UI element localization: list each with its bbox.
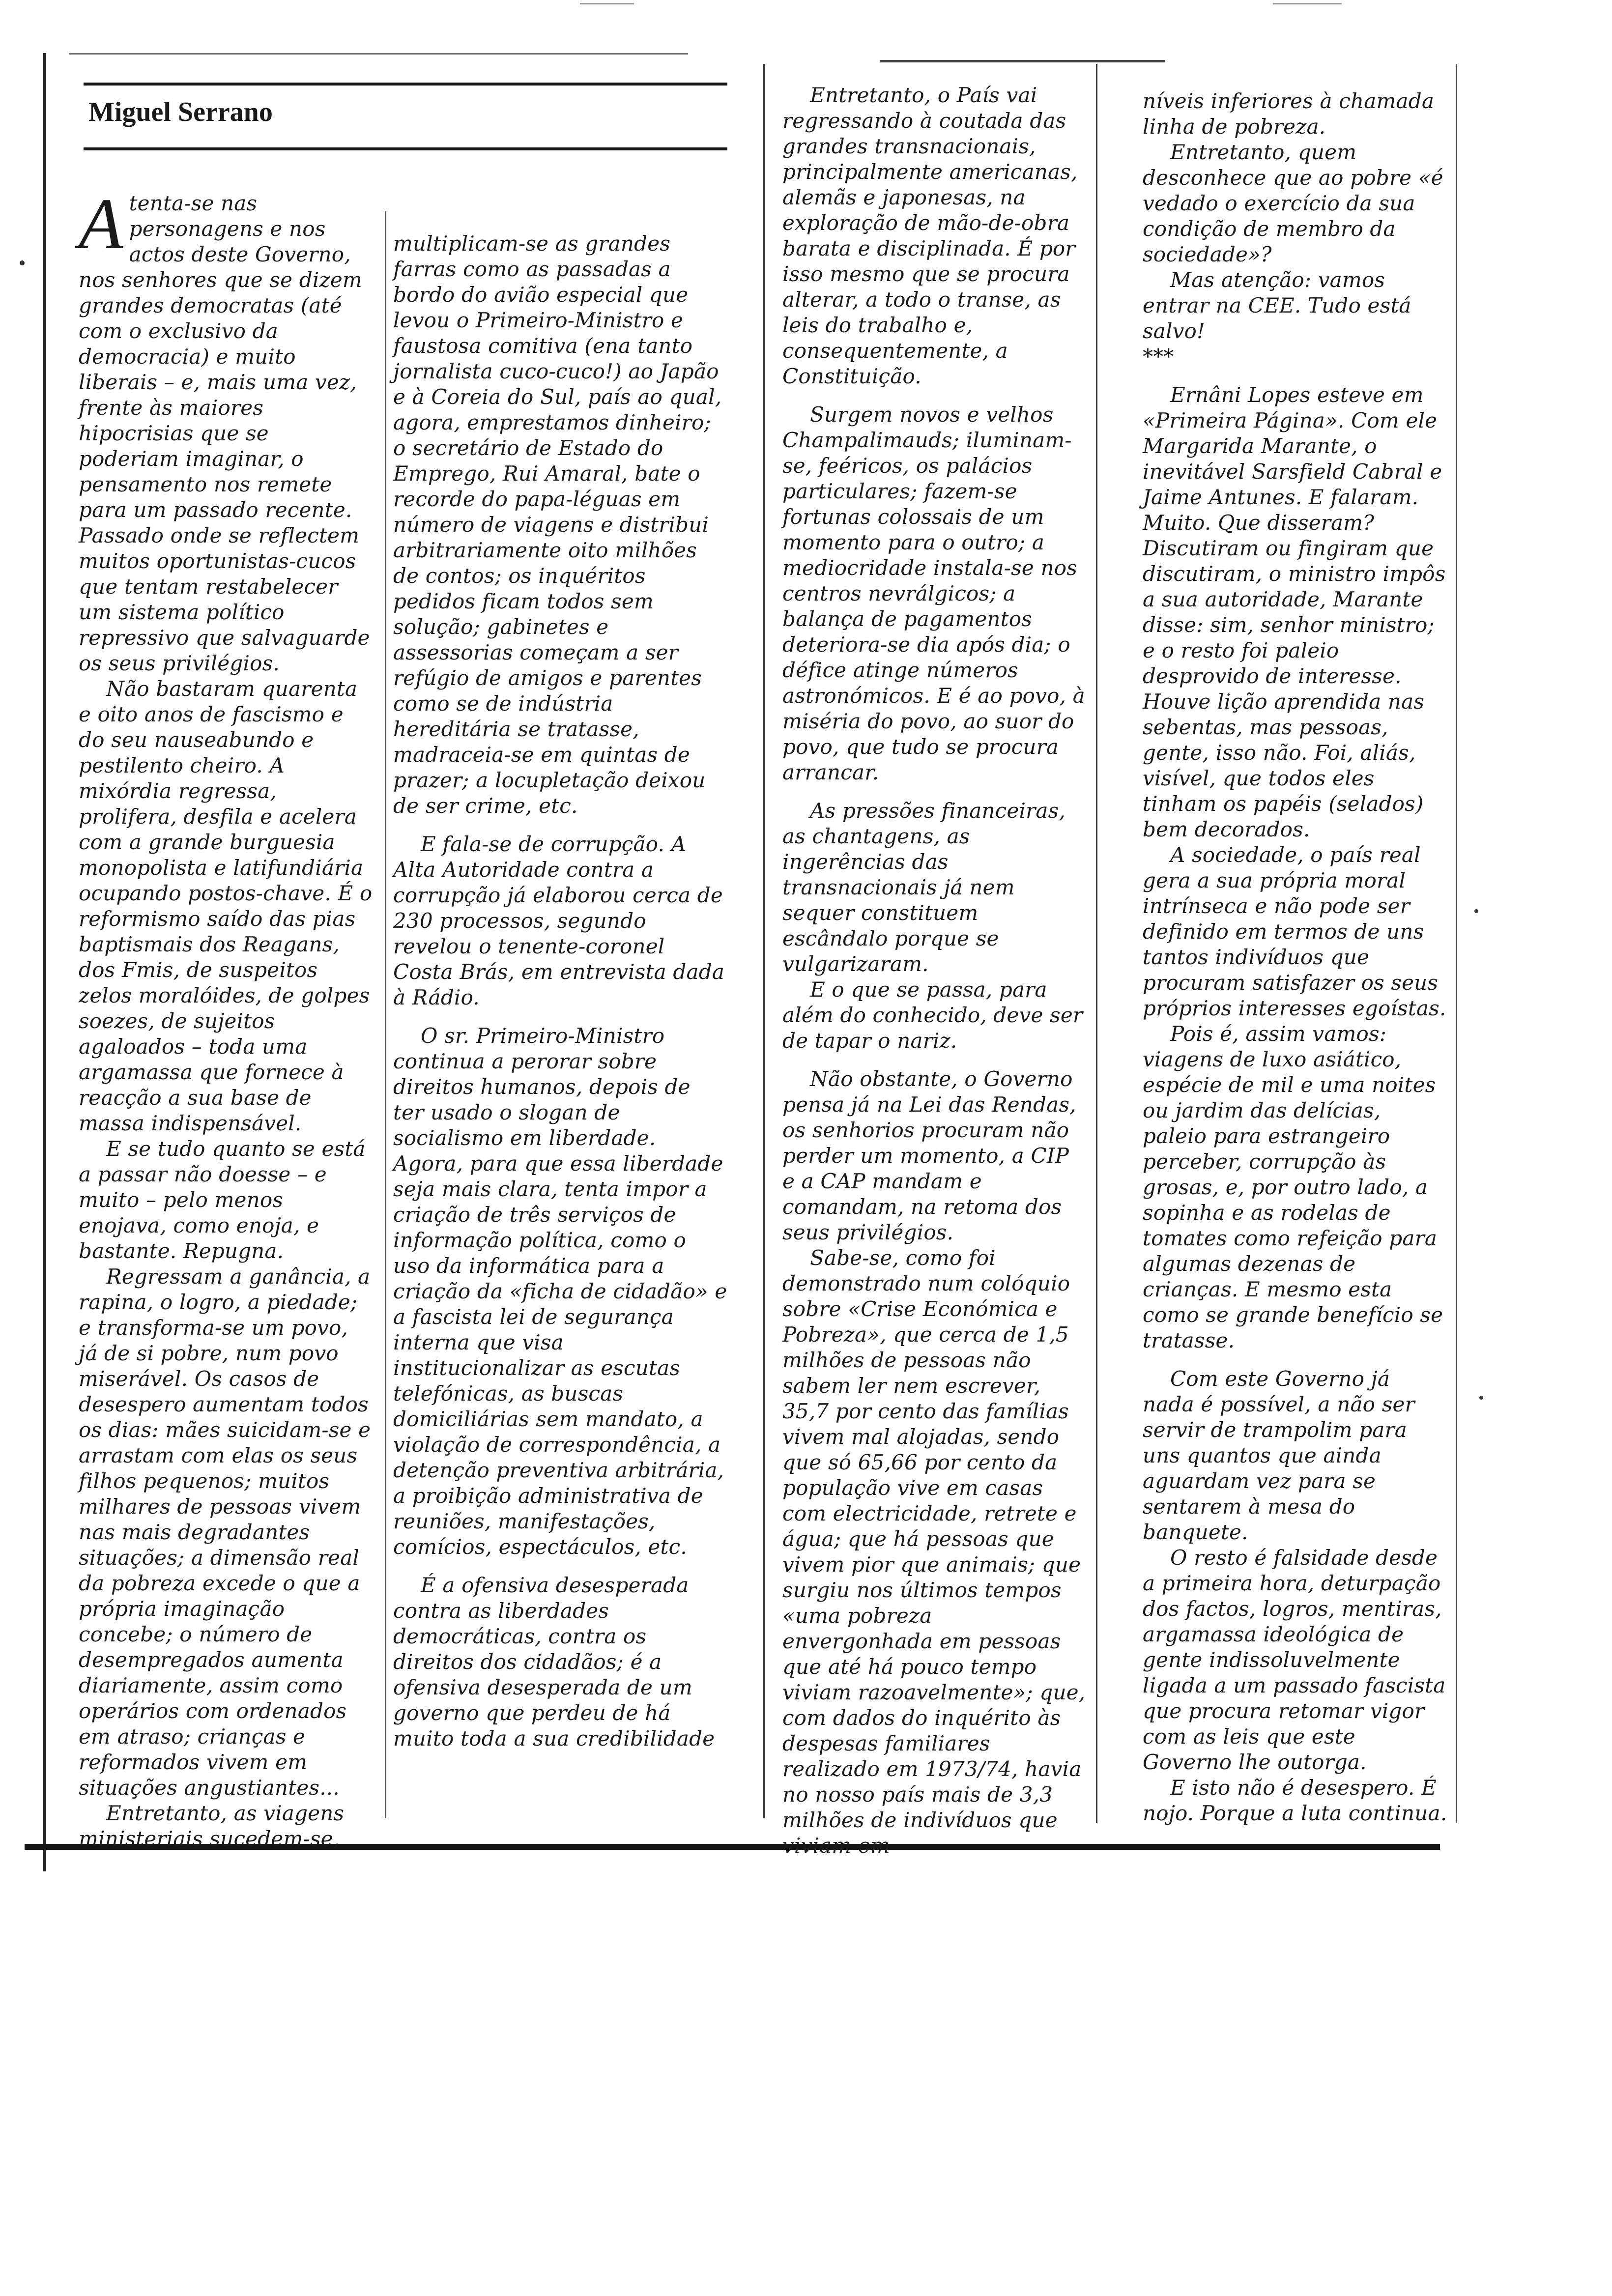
article-paragraph: Com este Governo já nada é possível, a não ser servir de trampolim para uns quantos que ainda aguardam vez para se sentarem à mesa do banquete.	[1143, 1367, 1415, 1544]
article-paragraph: E se tudo quanto se está a passar não doesse – e muito – pelo menos enojava, como enoja, e bastante. Repugna.	[79, 1137, 366, 1263]
article-paragraph: multiplicam-se as grandes farras como as passadas a bordo do avião especial que levou o Primeiro-Ministro e faustosa comitiva (ena tanto jornalista cuco-cuco!) ao Japão e à Coreia do Sul, país ao qual, agora, emprestamos dinheiro; o secretário de Estado do Emprego, Rui Amaral, bate o recorde do papa-léguas em número de viagens e distribui arbitrariamente oito milhões de contos; os inquéritos pedidos ficam todos sem solução; gabinetes e assessorias começam a ser refúgio de amigos e parentes como se de indústria hereditária se tratasse, madraceia-se em quintas de prazer; a locupletação deixou de ser crime, etc.	[393, 231, 722, 818]
left-margin-border	[43, 53, 46, 1871]
article-paragraph: Entretanto, as viagens ministeriais sucedem-se,	[79, 1801, 345, 1851]
article-paragraph: Mas atenção: vamos entrar na CEE. Tudo está salvo!	[1143, 268, 1411, 343]
scan-speck	[20, 260, 25, 265]
scan-speck	[1479, 1396, 1483, 1400]
article-paragraph: Pois é, assim vamos: viagens de luxo asiático, espécie de mil e uma noites ou jardim das delícias, paleio para estrangeiro perceber, corrupção às grosas, e, por outro lado, a sopinha e as rodelas de tomates como refeição para algumas dezenas de crianças. E mesmo esta como se grande benefício se tratasse.	[1143, 1022, 1443, 1352]
top-scan-line-right	[880, 60, 1165, 62]
article-paragraph: Não bastaram quarenta e oito anos de fascismo e do seu nauseabundo e pestilento cheiro. A mixórdia regressa, prolifera, desfila e acelera com a grande burguesia monopolista e latifundiária ocupando postos-chave. É o reformismo saído das pias baptismais dos Reagans, dos Fmis, de suspeitos zelos moralóides, de golpes soezes, de sujeitos agaloados – toda uma argamassa que fornece à reacção a sua base de massa indispensável.	[79, 677, 373, 1135]
article-paragraph: Entretanto, o País vai regressando à coutada das grandes transnacionais, principalmente americanas, alemãs e japonesas, na exploração de mão-de-obra barata e disciplinada. É por isso mesmo que se procura alterar, a todo o transe, as leis do trabalho e, consequentemente, a Constituição.	[782, 83, 1078, 388]
article-paragraph: Sabe-se, como foi demonstrado num colóquio sobre «Crise Económica e Pobreza», que cerca de 1,5 milhões de pessoas não sabem ler nem escrever, 35,7 por cento das famílias vivem mal alojadas, sendo que só 65,66 por cento da população vive em casas com electricidade, retrete e água; que há pessoas que vivem pior que animais; que surgiu nos últimos tempos «uma pobreza envergonhada em pessoas que até há pouco tempo viviam razoavelmente»; que, com dados do inquérito às despesas familiares realizado em 1973/74, havia no nosso país mais de 3,3 milhões de indivíduos que viviam em	[782, 1246, 1086, 1858]
article-paragraph: Surgem novos e velhos Champalimauds; iluminam-se, feéricos, os palácios particulares; fazem-se fortunas colossais de um momento para o outro; a mediocridade instala-se nos centros nevrálgicos; a balança de pagamentos deteriora-se dia após dia; o défice atinge números astronómicos. E é ao povo, à miséria do povo, ao suor do povo, que tudo se procura arrancar.	[782, 402, 1085, 784]
article-paragraph: Entretanto, quem desconhece que ao pobre «é vedado o exercício da sua condição de membro da sociedade»?	[1143, 140, 1443, 266]
article-column-3	[782, 83, 1087, 1858]
section-separator-asterism: ***	[1143, 344, 1174, 369]
article-paragraph: Ernâni Lopes esteve em «Primeira Página». Com ele Margarida Marante, o inevitável Sarsfield Cabral e Jaime Antunes. E falaram. Muito. Que disseram? Discutiram ou fingiram que discutiram, o ministro impôs a sua autoridade, Marante disse: sim, senhor ministro; e o resto foi paleio desprovido de interesse. Houve lição aprendida nas sebentas, mas pessoas, gente, isso não. Foi, aliás, visível, que todos eles tinham os papéis (selados) bem decorados.	[1143, 383, 1446, 841]
article-paragraph: É a ofensiva desesperada contra as liberdades democráticas, contra os direitos dos cidadãos; é a ofensiva desesperada de um governo que perdeu de há muito toda a sua credibilidade	[393, 1573, 715, 1751]
column-divider-2	[763, 64, 765, 1818]
scan-speck	[1474, 909, 1478, 913]
top-edge-mark	[580, 3, 634, 4]
author-byline: Miguel Serrano	[88, 97, 273, 127]
paragraph-text: tenta-se nas personagens e nos actos deste Governo, nos senhores que se dizem grandes democratas (até com o exclusivo da democracia) e muito liberais – e, mais uma vez, frente às maiores hipocrisias que se poderiam imaginar, o pensamento nos remete para um passado recente. Passado onde se reflectem muitos oportunistas-cucos que tentam restabelecer um sistema político repressivo que salvaguarde os seus privilégios.	[79, 191, 370, 675]
article-paragraph	[79, 184, 374, 676]
article-column-2	[393, 231, 727, 1823]
article-paragraph: níveis inferiores à chamada linha de pobreza.	[1143, 89, 1435, 139]
drop-cap: A	[79, 184, 123, 264]
top-edge-mark-right	[1273, 3, 1342, 4]
article-paragraph: As pressões financeiras, as chantagens, as ingerências das transnacionais já nem sequer constituem escândalo porque se vulgarizaram.	[782, 799, 1065, 976]
top-scan-line	[69, 53, 688, 55]
column-divider-3	[1096, 64, 1097, 1823]
article-column-1	[79, 184, 374, 1851]
article-paragraph: O resto é falsidade desde a primeira hora, deturpação dos factos, logros, mentiras, argamassa ideológica de gente indissoluvelmente ligada a um passado fascista que procura retomar vigor com as leis que este Governo lhe outorga.	[1143, 1546, 1446, 1774]
column-divider-4	[1456, 64, 1457, 1823]
article-paragraph: E o que se passa, para além do conhecido, deve ser de tapar o nariz.	[782, 977, 1083, 1053]
article-paragraph: Não obstante, o Governo pensa já na Lei das Rendas, os senhorios procuram não perder um momento, a CIP e a CAP mandam e comandam, na retoma dos seus privilégios.	[782, 1067, 1076, 1244]
article-paragraph: A sociedade, o país real gera a sua própria moral intrínseca e não pode ser definido em termos de uns tantos indivíduos que procuram satisfazer os seus próprios interesses egoístas.	[1143, 843, 1446, 1020]
column-divider-1	[385, 211, 386, 1818]
article-paragraph: E fala-se de corrupção. A Alta Autoridade contra a corrupção já elaborou cerca de 230 processos, segundo revelou o tenente-coronel Costa Brás, em entrevista dada à Rádio.	[393, 832, 725, 1009]
article-paragraph: Regressam a ganância, a rapina, o logro, a piedade; e transforma-se um povo, já de si pobre, num povo miserável. Os casos de desespero aumentam todos os dias: mães suicidam-se e arrastam com elas os seus filhos pequenos; muitos milhares de pessoas vivem nas mais degradantes situações; a dimensão real da pobreza excede o que a própria imaginação concebe; o número de desempregados aumenta diariamente, assim como operários com ordenados em atraso; crianças e reformados vivem em situações angustiantes...	[79, 1264, 371, 1800]
article-paragraph: E isto não é desespero. É nojo. Porque a luta continua.	[1143, 1776, 1447, 1825]
article-column-4	[1143, 88, 1447, 1823]
byline-rule-top	[84, 83, 727, 86]
byline-rule-bottom	[84, 147, 727, 150]
article-paragraph: O sr. Primeiro-Ministro continua a perorar sobre direitos humanos, depois de ter usado o slogan de socialismo em liberdade. Agora, para que essa liberdade seja mais clara, tenta impor a criação de três serviços de informação política, como o uso da informática para a criação da «ficha de cidadão» e a fascista lei de segurança interna que visa institucionalizar as escutas telefónicas, as buscas domiciliárias sem mandato, a violação de correspondência, a detenção preventiva arbitrária, a proibição administrativa de reuniões, manifestações, comícios, espectáculos, etc.	[393, 1024, 727, 1559]
